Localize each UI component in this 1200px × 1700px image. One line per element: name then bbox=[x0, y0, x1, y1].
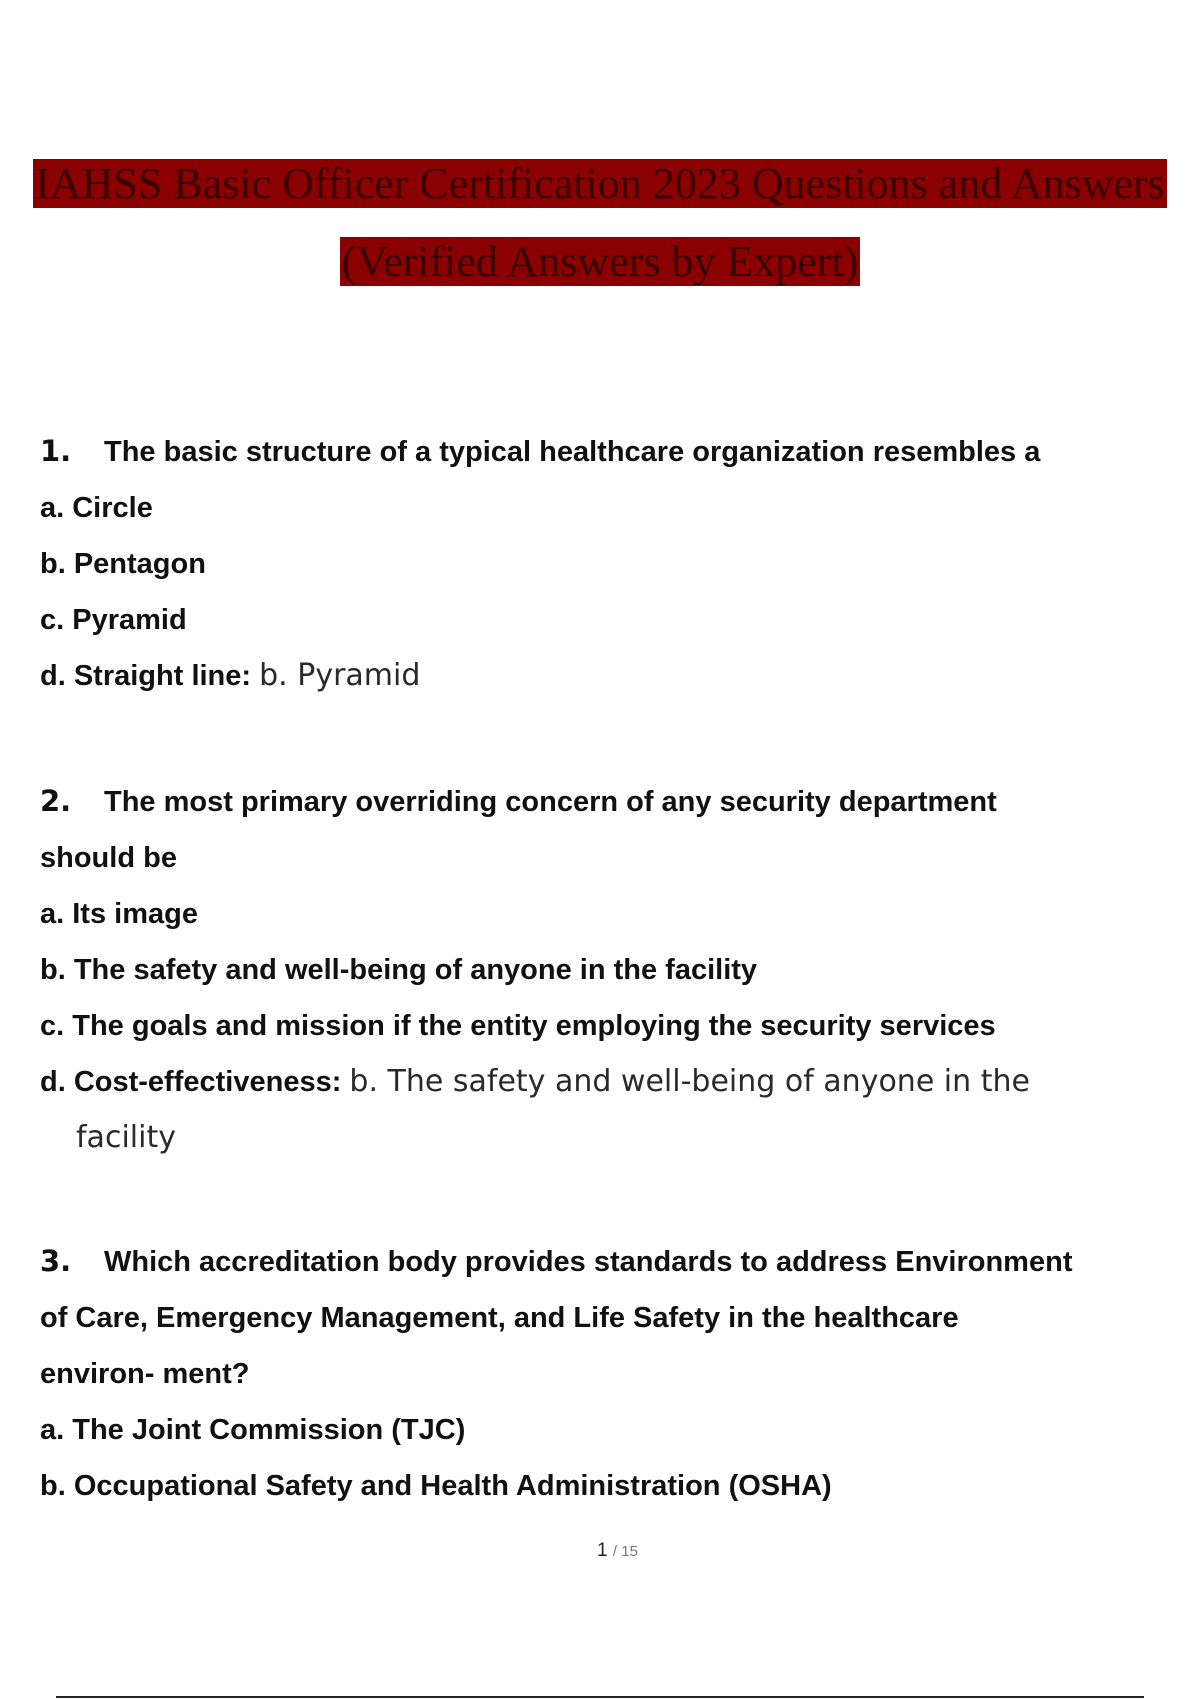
title-text-1: IAHSS Basic Officer Certification 2023 Questions and Answers bbox=[35, 159, 1165, 208]
page-current: 1 bbox=[597, 1540, 608, 1561]
answer-continuation: facility bbox=[76, 1120, 176, 1155]
question-text-line bbox=[40, 423, 1180, 480]
question-text-line bbox=[40, 1233, 1180, 1290]
answer-text: b. Pyramid bbox=[259, 658, 421, 693]
option-d-label: d. Cost-effectiveness: bbox=[40, 1066, 342, 1098]
question-text-line bbox=[40, 773, 1180, 830]
question-2 bbox=[40, 773, 1180, 1166]
question-text-line: of Care, Emergency Management, and Life Safety in the healthcare bbox=[40, 1302, 959, 1334]
option-d bbox=[40, 648, 1180, 704]
question-text: Which accreditation body provides standards to address Environment bbox=[104, 1246, 1073, 1278]
question-number: 3. bbox=[40, 1244, 72, 1278]
option-b: b. Occupational Safety and Health Administration (OSHA) bbox=[40, 1470, 832, 1502]
question-text: The basic structure of a typical healthcare organization resembles a bbox=[104, 436, 1041, 468]
option-c: c. Pyramid bbox=[40, 604, 187, 636]
option-d bbox=[40, 1054, 1180, 1110]
question-number: 2. bbox=[40, 784, 72, 818]
option-b: b. Pentagon bbox=[40, 548, 206, 580]
document-title-line-2 bbox=[0, 236, 1200, 288]
question-1 bbox=[40, 423, 1180, 704]
option-d-label: d. Straight line: bbox=[40, 660, 252, 692]
question-text-line: should be bbox=[40, 842, 177, 874]
question-3 bbox=[40, 1233, 1180, 1514]
question-text-line: environ- ment? bbox=[40, 1358, 250, 1390]
option-b: b. The safety and well-being of anyone in the facility bbox=[40, 954, 758, 986]
option-a: a. Circle bbox=[40, 492, 153, 524]
option-a: a. Its image bbox=[40, 898, 198, 930]
document-title-line-1 bbox=[0, 158, 1200, 210]
page-total: / 15 bbox=[612, 1543, 638, 1560]
page-number bbox=[0, 1540, 1200, 1562]
question-number: 1. bbox=[40, 434, 72, 468]
option-c: c. The goals and mission if the entity employing the security services bbox=[40, 1010, 996, 1042]
question-text: The most primary overriding concern of any security department bbox=[104, 786, 997, 818]
page-divider bbox=[56, 1696, 1144, 1698]
title-text-2: (Verified Answers by Expert) bbox=[341, 237, 859, 286]
answer-text: b. The safety and well-being of anyone in the bbox=[349, 1064, 1030, 1099]
option-a: a. The Joint Commission (TJC) bbox=[40, 1414, 466, 1446]
